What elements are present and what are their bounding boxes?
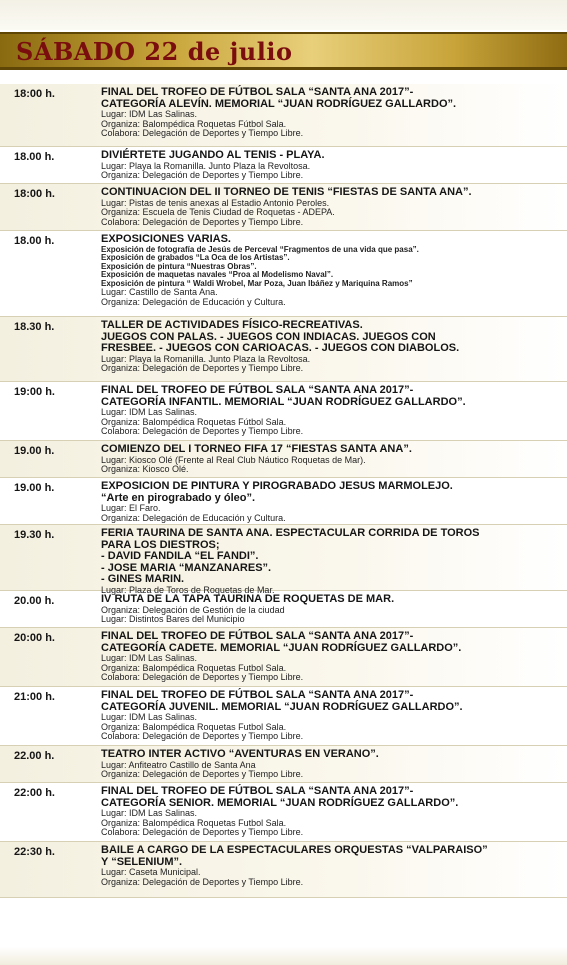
event-headline-line: CATEGORÍA CADETE. MEMORIAL “JUAN RODRÍGUEZ GALLARDO”. [101, 641, 462, 654]
event-detail-line: Colabora: Delegación de Deportes y Tiempo Libre. [101, 672, 304, 682]
event-headline-line: FINAL DEL TROFEO DE FÚTBOL SALA “SANTA ANA 2017”- [101, 384, 414, 396]
event-time: 20:00 h. [14, 632, 55, 644]
event-detail-line: Organiza: Balompédica Roquetas Fútbol Sala. [101, 118, 287, 129]
event-headline-line: DIVIÉRTETE JUGANDO AL TENIS - PLAYA. [101, 149, 325, 161]
event-headline-line: CATEGORÍA ALEVÍN. MEMORIAL “JUAN RODRÍGUEZ GALLARDO”. [101, 97, 457, 110]
event-headline-line: - DAVID FANDILA “EL FANDI”. [101, 550, 259, 562]
event-time: 22:30 h. [14, 846, 55, 858]
event-row [0, 783, 567, 842]
event-row [0, 628, 567, 687]
event-detail-line: Colabora: Delegación de Deportes y Tiempo Libre. [101, 731, 304, 741]
event-row [0, 525, 567, 595]
event-detail-line: Organiza: Delegación de Deportes y Tiempo Libre. [101, 363, 304, 373]
event-row [0, 147, 567, 184]
event-headline-line: - GINES MARIN. [101, 573, 185, 585]
event-detail-line: Lugar: Playa la Romanilla. Junto Plaza la Revoltosa. [101, 353, 311, 364]
event-detail-line: Organiza: Kiosco Olé. [101, 464, 189, 474]
event-row [0, 382, 567, 441]
event-headline-line: EXPOSICION DE PINTURA Y PIROGRABADO JESUS MARMOLEJO. [101, 480, 453, 492]
event-detail-line: Colabora: Delegación de Deportes y Tiempo Libre. [101, 128, 304, 138]
top-background-band [0, 0, 567, 30]
event-headline-line: FINAL DEL TROFEO DE FÚTBOL SALA “SANTA ANA 2017”- [101, 630, 414, 642]
event-detail-line: Organiza: Delegación de Gestión de la ciudad [101, 604, 285, 615]
bottom-background-band [0, 947, 567, 965]
event-detail-line: Organiza: Delegación de Educación y Cultura. [101, 512, 286, 523]
event-row [0, 687, 567, 746]
event-detail-line: Colabora: Delegación de Deportes y Tiempo Libre. [101, 827, 304, 837]
event-detail-line: Organiza: Balompédica Roquetas Futbol Sala. [101, 721, 287, 732]
event-time: 18.00 h. [14, 151, 55, 163]
event-detail-line: Organiza: Delegación de Deportes y Tiempo Libre. [101, 876, 304, 887]
event-headline-line: COMIENZO DEL I TORNEO FIFA 17 “FIESTAS SANTA ANA”. [101, 443, 412, 455]
event-headline-line: PARA LOS DIESTROS; [101, 538, 220, 551]
day-title-banner [0, 32, 567, 70]
event-content [101, 444, 559, 475]
event-detail-line: Lugar: Caseta Municipal. [101, 867, 201, 877]
event-content [101, 187, 559, 227]
event-detail-line: Lugar: IDM Las Salinas. [101, 808, 198, 818]
event-content [101, 150, 559, 181]
event-time: 20.00 h. [14, 595, 55, 607]
event-detail-line: Lugar: IDM Las Salinas. [101, 712, 198, 722]
event-content [101, 631, 559, 683]
event-detail-line: Lugar: Playa la Romanilla. Junto Plaza la Revoltosa. [101, 160, 311, 171]
exhibition-item: Exposición de grabados “La Oca de los Artistas”. [101, 253, 290, 262]
event-time: 18.30 h. [14, 321, 55, 333]
event-detail-line: Organiza: Balompédica Roquetas Fútbol Sala. [101, 416, 287, 427]
event-time: 18:00 h. [14, 188, 55, 200]
event-content [101, 320, 559, 374]
event-row [0, 231, 567, 317]
event-row [0, 746, 567, 783]
event-headline-line: CATEGORÍA INFANTIL. MEMORIAL “JUAN RODRÍGUEZ GALLARDO”. [101, 395, 466, 408]
event-content [101, 87, 559, 139]
event-detail-line: Organiza: Delegación de Educación y Cultura. [101, 296, 286, 307]
event-row [0, 84, 567, 147]
event-time: 22:00 h. [14, 787, 55, 799]
event-content [101, 385, 559, 437]
page-title: SÁBADO 22 de julio [16, 37, 293, 66]
event-detail-line: Lugar: IDM Las Salinas. [101, 109, 198, 119]
event-row [0, 441, 567, 478]
event-detail-line: Lugar: Distintos Bares del Municipio [101, 614, 245, 624]
event-headline-line: TEATRO INTER ACTIVO “AVENTURAS EN VERANO”. [101, 748, 379, 760]
event-headline-line: CONTINUACION DEL II TORNEO DE TENIS “FIESTAS DE SANTA ANA”. [101, 186, 472, 198]
exhibition-item: Exposición de fotografía de Jesús de Perceval “Fragmentos de una vida que pasa”. [101, 244, 419, 254]
exhibition-item: Exposición de pintura “ Waldi Wrobel, Mar Poza, Juan Ibáñez y Mariquina Ramos” [101, 278, 413, 288]
event-detail-line: Organiza: Balompédica Roquetas Futbol Sala. [101, 662, 287, 673]
event-detail-line: Organiza: Delegación de Deportes y Tiempo Libre. [101, 170, 304, 180]
event-detail-line: Lugar: IDM Las Salinas. [101, 653, 198, 663]
event-headline-line: FINAL DEL TROFEO DE FÚTBOL SALA “SANTA ANA 2017”- [101, 86, 414, 98]
event-time: 19:00 h. [14, 386, 55, 398]
event-time: 19.30 h. [14, 529, 55, 541]
event-content [101, 594, 559, 625]
event-detail-line: Colabora: Delegación de Deportes y Tiempo Libre. [101, 216, 304, 227]
event-content [101, 481, 559, 523]
event-row [0, 591, 567, 628]
event-detail-line: Colabora: Delegación de Deportes y Tiempo Libre. [101, 426, 304, 436]
event-content [101, 690, 559, 742]
event-detail-line: Lugar: Kiosco Olé (Frente al Real Club Náutico Roquetas de Mar). [101, 454, 366, 465]
event-detail-line: Organiza: Escuela de Tenis Ciudad de Roquetas - ADEPA. [101, 207, 335, 217]
event-headline-line: CATEGORÍA JUVENIL. MEMORIAL “JUAN RODRÍGUEZ GALLARDO”. [101, 700, 463, 713]
event-headline-line: BAILE A CARGO DE LA ESPECTACULARES ORQUESTAS “VALPARAISO” [101, 844, 488, 856]
event-time: 22.00 h. [14, 750, 55, 762]
event-headline-line: IV RUTA DE LA TAPA TAURINA DE ROQUETAS DE MAR. [101, 593, 395, 605]
event-headline-line: Y “SELENIUM”. [101, 855, 183, 868]
event-row [0, 478, 567, 525]
event-detail-line: Lugar: Castillo de Santa Ana. [101, 287, 218, 297]
event-headline-line: FRESBEE. - JUEGOS CON CARIOACAS. - JUEGOS CON DIABOLOS. [101, 342, 460, 354]
event-detail-line: Lugar: Anfiteatro Castillo de Santa Ana [101, 759, 256, 770]
event-detail-line: Lugar: El Faro. [101, 503, 161, 513]
event-time: 18.00 h. [14, 235, 55, 247]
event-detail-line: Lugar: IDM Las Salinas. [101, 407, 198, 417]
event-time: 19.00 h. [14, 445, 55, 457]
event-detail-line: Organiza: Delegación de Deportes y Tiempo Libre. [101, 769, 304, 779]
event-schedule-list [0, 84, 567, 898]
event-content [101, 234, 559, 307]
event-headline-line: TALLER DE ACTIVIDADES FÍSICO-RECREATIVAS. [101, 319, 363, 331]
event-headline-line: FINAL DEL TROFEO DE FÚTBOL SALA “SANTA ANA 2017”- [101, 785, 414, 797]
event-headline-line: EXPOSICIONES VARIAS. [101, 233, 231, 245]
event-time: 21:00 h. [14, 691, 55, 703]
event-detail-line: Organiza: Balompédica Roquetas Futbol Sala. [101, 817, 287, 828]
event-time: 19.00 h. [14, 482, 55, 494]
event-content [101, 749, 559, 780]
event-row [0, 317, 567, 382]
event-headline-line: - JOSE MARIA “MANZANARES”. [101, 561, 272, 574]
event-row [0, 184, 567, 231]
event-content [101, 845, 559, 887]
event-row [0, 842, 567, 898]
event-headline-line: JUEGOS CON PALAS. - JUEGOS CON INDIACAS. JUEGOS CON [101, 330, 436, 343]
event-headline-line: FERIA TAURINA DE SANTA ANA. ESPECTACULAR CORRIDA DE TOROS [101, 527, 480, 539]
event-detail-line: Lugar: Pistas de tenis anexas al Estadio Antonio Peroles. [101, 197, 330, 208]
event-detail-line: Lugar: Plaza de Toros de Roquetas de Mar. [101, 584, 275, 595]
exhibition-item: Exposición de maquetas navales “Proa al Modelismo Naval”. [101, 270, 334, 279]
exhibition-item: Exposición de pintura “Nuestras Obras”. [101, 261, 257, 271]
event-content [101, 528, 559, 595]
event-headline-line: CATEGORÍA SENIOR. MEMORIAL “JUAN RODRÍGUEZ GALLARDO”. [101, 796, 459, 809]
event-time: 18:00 h. [14, 88, 55, 100]
event-content [101, 786, 559, 838]
event-headline-line: FINAL DEL TROFEO DE FÚTBOL SALA “SANTA ANA 2017”- [101, 689, 414, 701]
event-headline-line: “Arte en pirograbado y óleo”. [101, 491, 256, 504]
